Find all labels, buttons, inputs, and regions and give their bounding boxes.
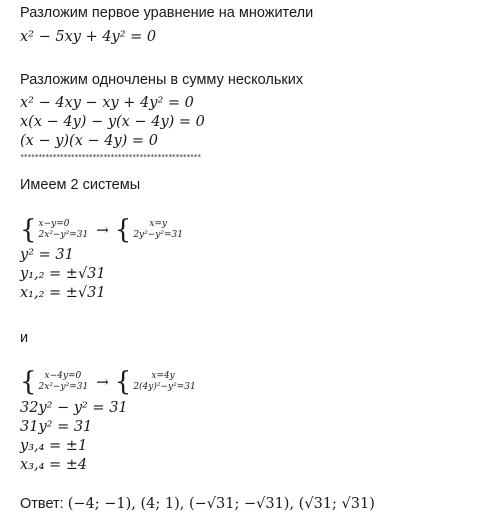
- result-x12: x₁,₂ = ±√31: [20, 285, 106, 301]
- system-1-left: [39, 219, 89, 241]
- result-x34: x₃,₄ = ±4: [20, 457, 88, 473]
- equation-factored: (x − y)(x − 4y) = 0: [20, 133, 158, 149]
- equation-grouped: x(x − 4y) − y(x − 4y) = 0: [20, 114, 205, 130]
- system-line: x−4y=0: [44, 371, 82, 381]
- brace-icon: {: [114, 367, 132, 397]
- system-line: 2x²−y²=31: [38, 382, 89, 392]
- result-31y2: 31y² = 31: [20, 419, 93, 435]
- arrow-right-icon: →: [96, 373, 109, 391]
- separator-stars: **************************************************: [20, 153, 201, 161]
- answer-line: [20, 496, 375, 512]
- heading-systems: Имеем 2 системы: [20, 177, 141, 193]
- system-line: x=y: [149, 219, 168, 229]
- brace-icon: {: [20, 367, 37, 397]
- system-line: 2y²−y²=31: [133, 230, 183, 240]
- system-2: [20, 369, 196, 395]
- answer-value: (−4; −1), (4; 1), (−√31; −√31), (√31; √31): [67, 496, 375, 512]
- heading-factor: Разложим первое уравнение на множители: [20, 5, 314, 21]
- answer-label: Ответ:: [20, 496, 64, 512]
- system-2-left: [39, 371, 89, 393]
- system-line: x−y=0: [38, 219, 70, 229]
- equation-split: x² − 4xy − xy + 4y² = 0: [20, 95, 194, 111]
- conjunction-and: и: [20, 330, 29, 346]
- brace-icon: {: [114, 215, 132, 245]
- result-y34: y₃,₄ = ±1: [20, 438, 88, 454]
- system-2-right: [133, 371, 195, 393]
- brace-icon: {: [20, 215, 37, 245]
- system-line: x=4y: [151, 371, 175, 381]
- heading-split: Разложим одночлены в сумму нескольких: [20, 72, 304, 88]
- system-line: 2(4y)²−y²=31: [133, 382, 196, 392]
- system-1: [20, 217, 183, 243]
- result-y12: y₁,₂ = ±√31: [20, 266, 106, 282]
- system-line: 2x²−y²=31: [38, 230, 89, 240]
- equation-original: x² − 5xy + 4y² = 0: [20, 29, 157, 45]
- arrow-right-icon: →: [96, 221, 109, 239]
- result-y-squared: y² = 31: [20, 247, 74, 263]
- system-1-right: [133, 219, 183, 241]
- result-32y2: 32y² − y² = 31: [20, 400, 128, 416]
